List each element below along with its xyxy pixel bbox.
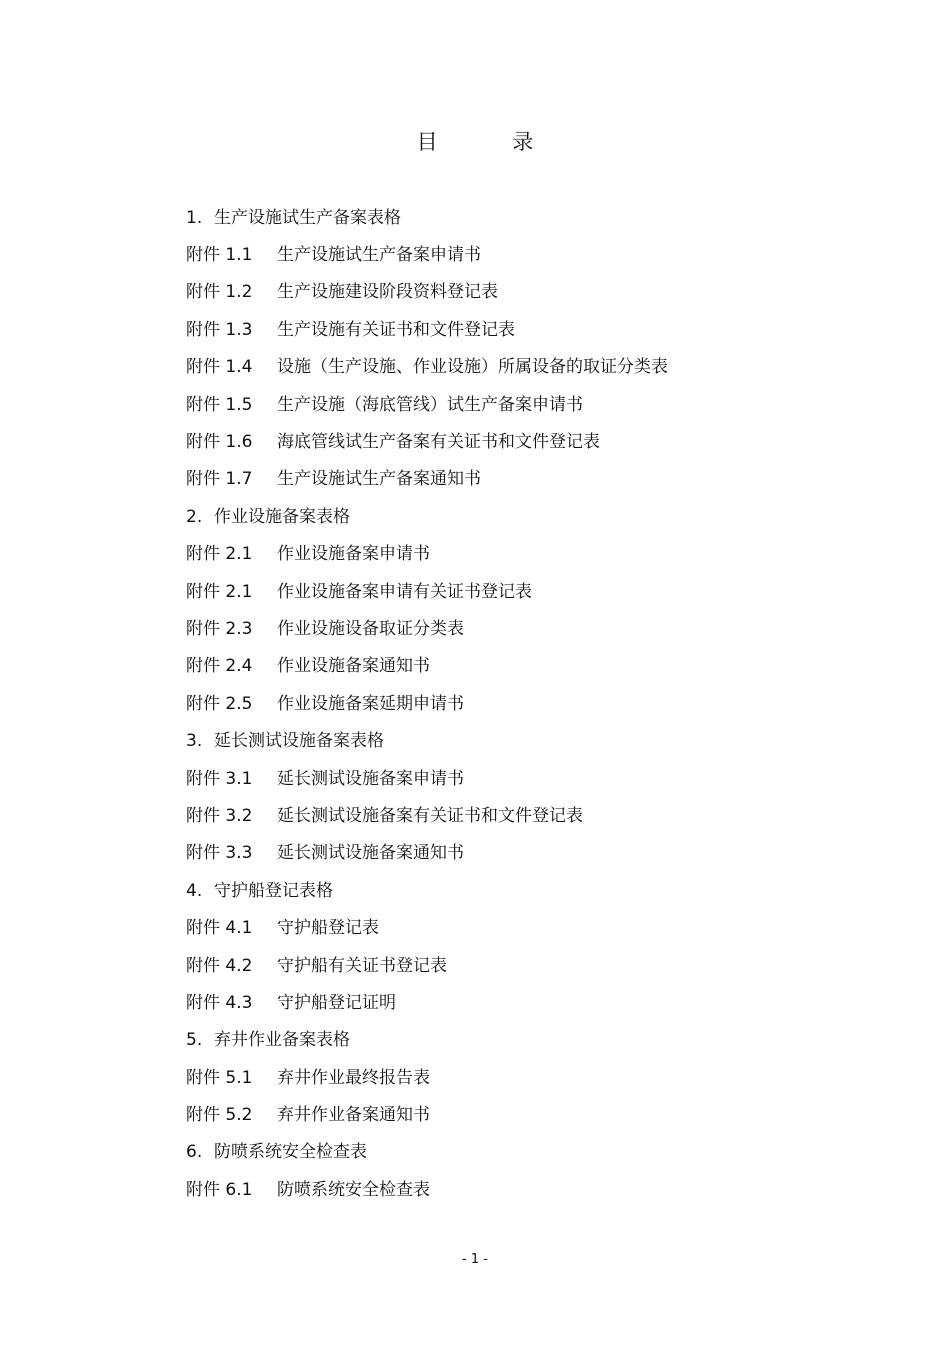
toc-attachment-item (186, 1096, 886, 1133)
toc-attachment-item (186, 797, 886, 834)
toc-section-heading (186, 498, 886, 535)
toc-attachment-item (186, 835, 886, 872)
section-number: 5. (186, 1030, 203, 1051)
section-title: 防喷系统安全检查表 (214, 1142, 367, 1163)
attachment-label: 附件 4.3 (186, 992, 253, 1013)
attachment-title: 生产设施试生产备案申请书 (277, 245, 481, 266)
attachment-label: 附件 1.1 (186, 245, 253, 266)
attachment-label: 附件 1.4 (186, 357, 253, 378)
toc-attachment-item (186, 349, 886, 386)
toc-section-heading (186, 872, 886, 909)
page-number: - 1 - (462, 1252, 488, 1267)
attachment-label: 附件 5.2 (186, 1105, 253, 1126)
section-number: 6. (186, 1142, 203, 1163)
attachment-title: 生产设施建设阶段资料登记表 (277, 282, 498, 303)
toc-attachment-item (186, 760, 886, 797)
attachment-label: 附件 3.3 (186, 843, 253, 864)
toc-attachment-item (186, 423, 886, 460)
attachment-title: 延长测试设施备案通知书 (277, 843, 464, 864)
section-number: 4. (186, 880, 203, 901)
toc-attachment-item (186, 461, 886, 498)
page-title: 目 录 (416, 130, 568, 154)
attachment-title: 作业设施备案延期申请书 (277, 693, 464, 714)
toc-section-heading (186, 722, 886, 759)
table-of-contents (186, 199, 886, 1209)
attachment-title: 作业设施备案申请书 (277, 544, 430, 565)
attachment-label: 附件 6.1 (186, 1179, 253, 1200)
toc-section-heading (186, 1134, 886, 1171)
attachment-title: 守护船登记表 (277, 918, 379, 939)
toc-attachment-item (186, 648, 886, 685)
attachment-title: 弃井作业备案通知书 (277, 1105, 430, 1126)
attachment-label: 附件 4.1 (186, 918, 253, 939)
toc-attachment-item (186, 274, 886, 311)
attachment-label: 附件 2.1 (186, 544, 253, 565)
attachment-title: 守护船有关证书登记表 (277, 955, 447, 976)
section-title: 弃井作业备案表格 (214, 1030, 350, 1051)
toc-attachment-item (186, 1171, 886, 1208)
section-number: 1. (186, 207, 203, 228)
attachment-title: 作业设施备案通知书 (277, 656, 430, 677)
section-title: 生产设施试生产备案表格 (214, 207, 401, 228)
attachment-label: 附件 1.5 (186, 394, 253, 415)
toc-attachment-item (186, 573, 886, 610)
section-number: 2. (186, 506, 203, 527)
attachment-label: 附件 2.1 (186, 581, 253, 602)
toc-attachment-item (186, 984, 886, 1021)
attachment-label: 附件 4.2 (186, 955, 253, 976)
attachment-title: 生产设施有关证书和文件登记表 (277, 319, 515, 340)
toc-attachment-item (186, 1059, 886, 1096)
attachment-label: 附件 2.4 (186, 656, 253, 677)
attachment-label: 附件 2.3 (186, 618, 253, 639)
attachment-label: 附件 1.2 (186, 282, 253, 303)
attachment-label: 附件 3.1 (186, 768, 253, 789)
attachment-title: 作业设施备案申请有关证书登记表 (277, 581, 532, 602)
toc-section-heading (186, 199, 886, 236)
section-title: 延长测试设施备案表格 (214, 731, 384, 752)
attachment-title: 生产设施（海底管线）试生产备案申请书 (277, 394, 583, 415)
section-title: 守护船登记表格 (214, 880, 333, 901)
toc-attachment-item (186, 311, 886, 348)
toc-attachment-item (186, 536, 886, 573)
toc-attachment-item (186, 909, 886, 946)
attachment-title: 弃井作业最终报告表 (277, 1067, 430, 1088)
attachment-title: 作业设施设备取证分类表 (277, 618, 464, 639)
attachment-title: 延长测试设施备案有关证书和文件登记表 (277, 805, 583, 826)
attachment-label: 附件 2.5 (186, 693, 253, 714)
toc-attachment-item (186, 947, 886, 984)
attachment-title: 设施（生产设施、作业设施）所属设备的取证分类表 (277, 357, 668, 378)
toc-attachment-item (186, 236, 886, 273)
attachment-title: 延长测试设施备案申请书 (277, 768, 464, 789)
attachment-title: 海底管线试生产备案有关证书和文件登记表 (277, 432, 600, 453)
attachment-label: 附件 1.3 (186, 319, 253, 340)
attachment-title: 防喷系统安全检查表 (277, 1179, 430, 1200)
section-title: 作业设施备案表格 (214, 506, 350, 527)
attachment-label: 附件 1.6 (186, 432, 253, 453)
attachment-title: 生产设施试生产备案通知书 (277, 469, 481, 490)
section-number: 3. (186, 731, 203, 752)
toc-attachment-item (186, 610, 886, 647)
attachment-label: 附件 3.2 (186, 805, 253, 826)
toc-section-heading (186, 1022, 886, 1059)
attachment-title: 守护船登记证明 (277, 992, 396, 1013)
attachment-label: 附件 1.7 (186, 469, 253, 490)
attachment-label: 附件 5.1 (186, 1067, 253, 1088)
toc-attachment-item (186, 386, 886, 423)
toc-attachment-item (186, 685, 886, 722)
